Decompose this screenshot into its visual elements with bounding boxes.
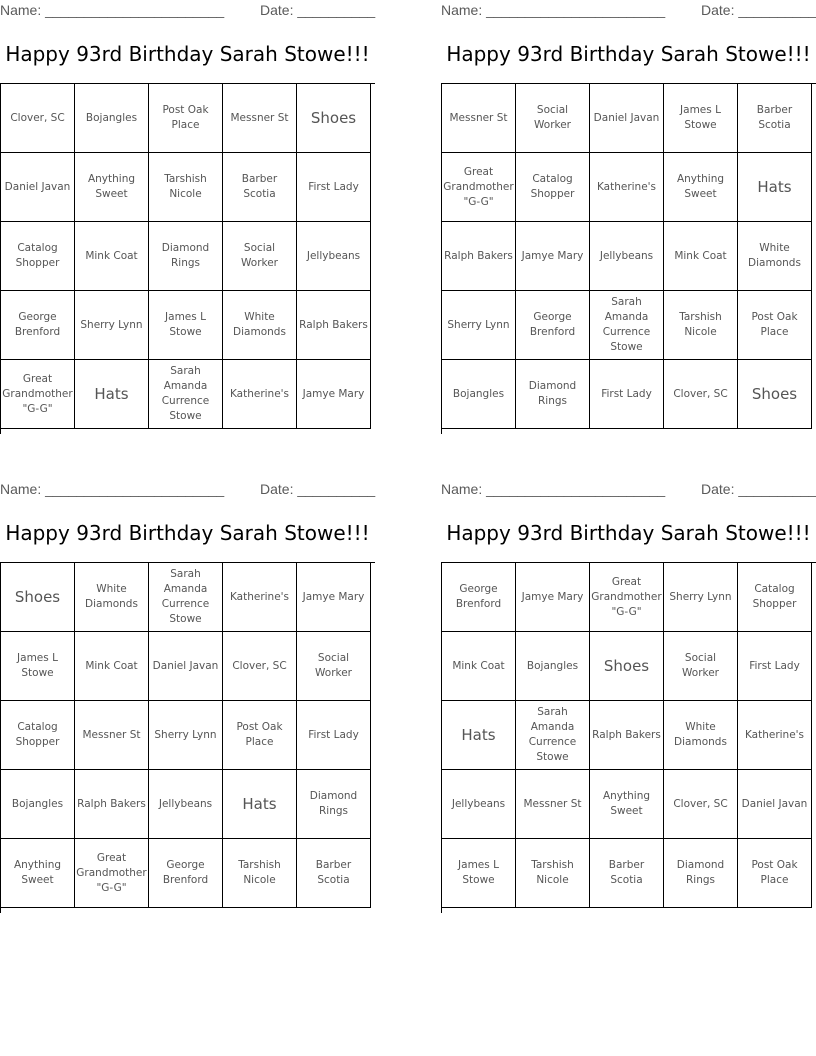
bingo-grid (441, 562, 816, 913)
bingo-cell: White Diamonds (75, 563, 149, 632)
bingo-cell: Catalog Shopper (738, 563, 812, 632)
bingo-cell: Daniel Javan (149, 632, 223, 701)
bingo-cell: George Brenford (516, 291, 590, 360)
bingo-cell: Messner St (442, 84, 516, 153)
bingo-cell: Ralph Bakers (590, 701, 664, 770)
bingo-cell: Mink Coat (75, 222, 149, 291)
bingo-cell: Daniel Javan (738, 770, 812, 839)
bingo-cell: Katherine's (223, 360, 297, 429)
bingo-cell: Sherry Lynn (442, 291, 516, 360)
bingo-cell: Post Oak Place (738, 839, 812, 908)
bingo-cell: Tarshish Nicole (149, 153, 223, 222)
bingo-cell: Sarah Amanda Currence Stowe (149, 360, 223, 429)
bingo-cell: Social Worker (223, 222, 297, 291)
bingo-cell: George Brenford (1, 291, 75, 360)
bingo-cell: Hats (75, 360, 149, 429)
bingo-cell: Clover, SC (1, 84, 75, 153)
bingo-cell: Jamye Mary (297, 563, 371, 632)
card-title: Happy 93rd Birthday Sarah Stowe!!! (5, 42, 370, 66)
bingo-cell: Messner St (75, 701, 149, 770)
bingo-cell: Catalog Shopper (1, 222, 75, 291)
bingo-cell: Jamye Mary (297, 360, 371, 429)
name-field: Name: _______________________ (441, 2, 666, 18)
card-title: Happy 93rd Birthday Sarah Stowe!!! (446, 42, 811, 66)
bingo-cell: Catalog Shopper (1, 701, 75, 770)
bingo-cell: James L Stowe (1, 632, 75, 701)
bingo-grid (0, 83, 375, 434)
bingo-cell: George Brenford (149, 839, 223, 908)
name-date-row (441, 479, 816, 501)
bingo-cell: Jamye Mary (516, 222, 590, 291)
bingo-cell: Barber Scotia (223, 153, 297, 222)
bingo-cell: Shoes (738, 360, 812, 429)
bingo-cell: Mink Coat (442, 632, 516, 701)
bingo-cell: Jellybeans (149, 770, 223, 839)
bingo-cell: Anything Sweet (590, 770, 664, 839)
bingo-cell: Diamond Rings (516, 360, 590, 429)
bingo-cell: Shoes (297, 84, 371, 153)
bingo-cell: Barber Scotia (590, 839, 664, 908)
name-date-row (441, 0, 816, 22)
bingo-cell: James L Stowe (149, 291, 223, 360)
bingo-card (0, 479, 375, 919)
bingo-cell: Bojangles (516, 632, 590, 701)
bingo-cell: Tarshish Nicole (664, 291, 738, 360)
bingo-cell: Messner St (516, 770, 590, 839)
bingo-cell: Ralph Bakers (75, 770, 149, 839)
bingo-cell: Mink Coat (75, 632, 149, 701)
bingo-cell: Diamond Rings (664, 839, 738, 908)
bingo-cell: Social Worker (516, 84, 590, 153)
bingo-card (441, 479, 816, 919)
bingo-cell: Great Grandmother "G-G" (1, 360, 75, 429)
bingo-cell: White Diamonds (738, 222, 812, 291)
bingo-cell: Anything Sweet (1, 839, 75, 908)
bingo-cell: Ralph Bakers (297, 291, 371, 360)
bingo-cell: Social Worker (664, 632, 738, 701)
bingo-card (441, 0, 816, 440)
bingo-cell: Post Oak Place (149, 84, 223, 153)
bingo-cell: First Lady (297, 701, 371, 770)
bingo-cell: Diamond Rings (149, 222, 223, 291)
name-date-row (0, 479, 375, 501)
bingo-cell: Hats (223, 770, 297, 839)
card-title: Happy 93rd Birthday Sarah Stowe!!! (5, 521, 370, 545)
bingo-cell: Clover, SC (223, 632, 297, 701)
date-field: Date: __________ (260, 2, 376, 18)
bingo-cell: Clover, SC (664, 360, 738, 429)
bingo-cell: Barber Scotia (297, 839, 371, 908)
date-field: Date: __________ (701, 2, 816, 18)
name-field: Name: _______________________ (441, 481, 666, 497)
bingo-cell: Jellybeans (590, 222, 664, 291)
bingo-cell: Sarah Amanda Currence Stowe (516, 701, 590, 770)
bingo-cell: Great Grandmother "G-G" (75, 839, 149, 908)
bingo-cell: First Lady (297, 153, 371, 222)
bingo-cell: Sherry Lynn (149, 701, 223, 770)
bingo-card (0, 0, 375, 440)
bingo-cell: Ralph Bakers (442, 222, 516, 291)
card-title: Happy 93rd Birthday Sarah Stowe!!! (446, 521, 811, 545)
bingo-cell: Great Grandmother "G-G" (442, 153, 516, 222)
bingo-cell: Great Grandmother "G-G" (590, 563, 664, 632)
bingo-cell: James L Stowe (664, 84, 738, 153)
date-field: Date: __________ (701, 481, 816, 497)
bingo-cell: Bojangles (442, 360, 516, 429)
bingo-cell: Post Oak Place (223, 701, 297, 770)
bingo-cell: Jellybeans (297, 222, 371, 291)
bingo-cell: Mink Coat (664, 222, 738, 291)
bingo-cell: Hats (442, 701, 516, 770)
bingo-cell: White Diamonds (664, 701, 738, 770)
bingo-cell: Katherine's (738, 701, 812, 770)
bingo-cell: Diamond Rings (297, 770, 371, 839)
bingo-cell: Daniel Javan (1, 153, 75, 222)
bingo-cell: Daniel Javan (590, 84, 664, 153)
bingo-cell: Jellybeans (442, 770, 516, 839)
bingo-grid (441, 83, 816, 434)
name-date-row (0, 0, 375, 22)
bingo-cell: Bojangles (75, 84, 149, 153)
bingo-cell: Anything Sweet (664, 153, 738, 222)
bingo-cell: Bojangles (1, 770, 75, 839)
bingo-cell: First Lady (590, 360, 664, 429)
bingo-grid (0, 562, 375, 913)
bingo-cell: Hats (738, 153, 812, 222)
bingo-cell: Sarah Amanda Currence Stowe (149, 563, 223, 632)
bingo-cell: Catalog Shopper (516, 153, 590, 222)
bingo-cell: George Brenford (442, 563, 516, 632)
name-field: Name: _______________________ (0, 481, 225, 497)
bingo-cell: First Lady (738, 632, 812, 701)
bingo-cell: Post Oak Place (738, 291, 812, 360)
bingo-cell: Social Worker (297, 632, 371, 701)
bingo-cell: Katherine's (223, 563, 297, 632)
bingo-cell: Sarah Amanda Currence Stowe (590, 291, 664, 360)
bingo-cell: Sherry Lynn (75, 291, 149, 360)
name-field: Name: _______________________ (0, 2, 225, 18)
bingo-cell: Jamye Mary (516, 563, 590, 632)
bingo-cell: Anything Sweet (75, 153, 149, 222)
bingo-cell: White Diamonds (223, 291, 297, 360)
bingo-cell: Katherine's (590, 153, 664, 222)
bingo-cell: Shoes (590, 632, 664, 701)
bingo-cell: Tarshish Nicole (223, 839, 297, 908)
bingo-cell: Tarshish Nicole (516, 839, 590, 908)
bingo-cell: Clover, SC (664, 770, 738, 839)
bingo-cell: Messner St (223, 84, 297, 153)
bingo-cell: Sherry Lynn (664, 563, 738, 632)
date-field: Date: __________ (260, 481, 376, 497)
bingo-cell: Shoes (1, 563, 75, 632)
bingo-cell: James L Stowe (442, 839, 516, 908)
bingo-cell: Barber Scotia (738, 84, 812, 153)
